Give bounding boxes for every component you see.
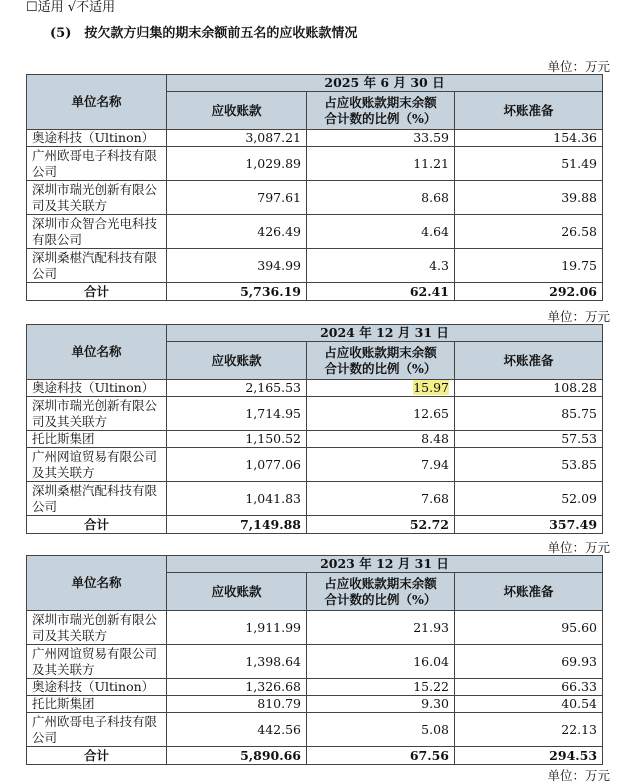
unit-label-2: 单位：万元 xyxy=(547,309,610,324)
total-row: 合计 5,736.19 62.41 292.06 xyxy=(27,283,603,301)
table-row: 深圳市瑞光创新有限公司及其关联方 1,911.99 21.93 95.60 xyxy=(27,611,603,645)
col-header-ar: 应收账款 xyxy=(167,92,307,130)
table-row: 奥途科技（Ultinon） 1,326.68 15.22 66.33 xyxy=(27,679,603,696)
table-row: 托比斯集团 1,150.52 8.48 57.53 xyxy=(27,431,603,448)
col-header-bad-debt: 坏账准备 xyxy=(455,92,603,130)
table-row: 广州网谊贸易有限公司及其关联方 1,398.64 16.04 69.93 xyxy=(27,645,603,679)
col-header-ratio: 占应收账款期末余额 合计数的比例（%） xyxy=(307,342,455,380)
section-heading: (5) 按欠款方归集的期末余额前五名的应收账款情况 xyxy=(50,26,358,41)
table-row: 广州欧哥电子科技有限公司 442.56 5.08 22.13 xyxy=(27,713,603,747)
unit-label-4: 单位：万元 xyxy=(547,768,610,783)
unit-label-3: 单位：万元 xyxy=(547,540,610,555)
table-row: 奥途科技（Ultinon） 3,087.21 33.59 154.36 xyxy=(27,130,603,147)
table-row: 广州欧哥电子科技有限公司 1,029.89 11.21 51.49 xyxy=(27,147,603,181)
col-header-name: 单位名称 xyxy=(27,75,167,130)
col-header-ratio: 占应收账款期末余额 合计数的比例（%） xyxy=(307,573,455,611)
total-row: 合计 7,149.88 52.72 357.49 xyxy=(27,516,603,534)
table-row: 深圳市瑞光创新有限公司及其关联方 1,714.95 12.65 85.75 xyxy=(27,397,603,431)
table-row: 托比斯集团 810.79 9.30 40.54 xyxy=(27,696,603,713)
table-row: 深圳市瑞光创新有限公司及其关联方 797.61 8.68 39.88 xyxy=(27,181,603,215)
table-date: 2025 年 6 月 30 日 xyxy=(167,75,603,92)
table-date: 2023 年 12 月 31 日 xyxy=(167,556,603,573)
col-header-bad-debt: 坏账准备 xyxy=(455,342,603,380)
table-row: 深圳桑椹汽配科技有限公司 394.99 4.3 19.75 xyxy=(27,249,603,283)
unit-label-1: 单位：万元 xyxy=(547,59,610,74)
table-row: 深圳市众智合光电科技有限公司 426.49 4.64 26.58 xyxy=(27,215,603,249)
table-row: 深圳桑椹汽配科技有限公司 1,041.83 7.68 52.09 xyxy=(27,482,603,516)
table-date: 2024 年 12 月 31 日 xyxy=(167,325,603,342)
col-header-name: 单位名称 xyxy=(27,556,167,611)
total-row: 合计 5,890.66 67.56 294.53 xyxy=(27,747,603,765)
table-2024 xyxy=(26,324,602,534)
col-header-ar: 应收账款 xyxy=(167,573,307,611)
table-2023 xyxy=(26,555,602,765)
col-header-bad-debt: 坏账准备 xyxy=(455,573,603,611)
table-2025 xyxy=(26,74,602,301)
table-row: 奥途科技（Ultinon） 2,165.53 15.97 108.28 xyxy=(27,380,603,397)
applicability-line: ☐适用 √不适用 xyxy=(26,0,116,15)
col-header-name: 单位名称 xyxy=(27,325,167,380)
highlighted-value: 15.97 xyxy=(413,380,449,395)
table-row: 广州网谊贸易有限公司及其关联方 1,077.06 7.94 53.85 xyxy=(27,448,603,482)
col-header-ratio: 占应收账款期末余额 合计数的比例（%） xyxy=(307,92,455,130)
col-header-ar: 应收账款 xyxy=(167,342,307,380)
